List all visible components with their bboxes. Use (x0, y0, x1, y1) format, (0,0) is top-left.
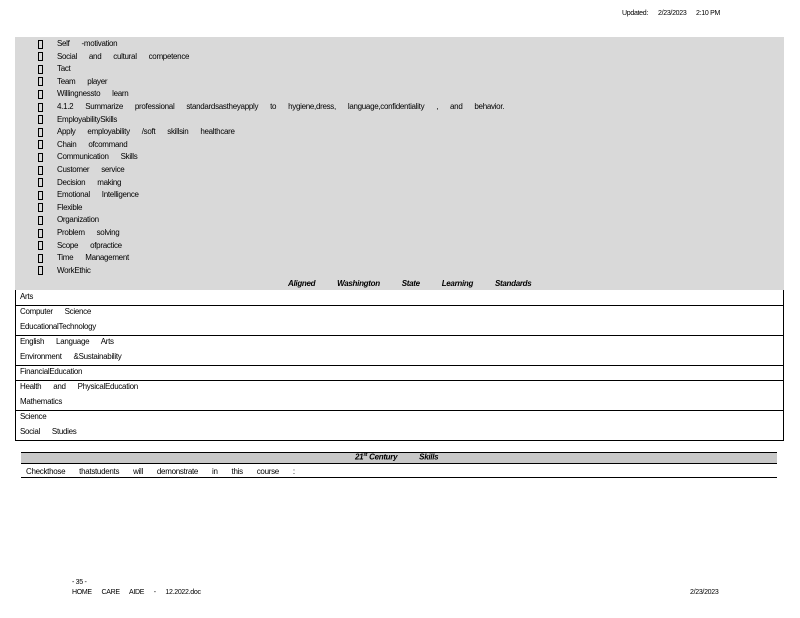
updated-label: Updated: (622, 10, 649, 17)
skill-label: Flexible (57, 202, 83, 212)
checkbox-icon[interactable] (38, 128, 43, 137)
checkbox-icon[interactable] (38, 241, 43, 250)
checkbox-icon[interactable] (38, 140, 43, 149)
footer-doc: HOME CARE AIDE - 12.2022.doc (72, 589, 201, 596)
checkbox-icon[interactable] (38, 203, 43, 212)
skill-item (38, 164, 124, 176)
standard-item: Science (20, 412, 47, 421)
skill-label: Willingnessto learn (57, 89, 129, 99)
standards-row (15, 290, 784, 305)
skill-item (38, 139, 127, 151)
skill-label: Time Management (57, 253, 129, 263)
skill-label: Customer service (57, 165, 125, 174)
checkbox-icon[interactable] (38, 166, 43, 175)
standards-row (15, 305, 784, 335)
checkbox-icon[interactable] (38, 266, 43, 275)
standards-row (15, 380, 784, 410)
skill-label: Organization (57, 215, 99, 225)
standard-item: Arts (20, 292, 34, 301)
skill-item (38, 76, 107, 88)
checkbox-icon[interactable] (38, 254, 43, 263)
checkbox-icon[interactable] (38, 115, 43, 124)
standard-item: Environment &Sustainability (20, 352, 122, 361)
checkbox-icon[interactable] (38, 65, 43, 74)
skill-item (38, 240, 122, 252)
skill-label: Emotional Intelligence (57, 190, 139, 200)
skill-label: WorkEthic (57, 265, 91, 275)
checkbox-icon[interactable] (38, 90, 43, 99)
century-skills-instruction: Checkthose thatstudents will demonstrate in this course : (26, 467, 295, 476)
updated-time: 2:10 PM (696, 10, 720, 17)
skill-item (38, 177, 121, 189)
updated-date: 2/23/2023 (658, 10, 687, 17)
skill-item (38, 88, 128, 100)
century-title-rest: Century Skills (369, 452, 439, 462)
century-skills-line (21, 477, 777, 478)
standards-title: Aligned Washington State Learning Standards (288, 279, 532, 288)
checkbox-icon[interactable] (38, 178, 43, 187)
footer-page: - 35 - (72, 579, 87, 586)
skill-item (38, 227, 119, 239)
skill-item (38, 101, 504, 113)
checkbox-icon[interactable] (38, 153, 43, 162)
checkbox-icon[interactable] (38, 229, 43, 238)
skill-label: Tact (57, 64, 71, 74)
skill-item (38, 214, 99, 226)
skill-item (38, 252, 129, 264)
skill-item (38, 151, 137, 163)
standard-item: EducationalTechnology (20, 322, 96, 331)
checkbox-icon[interactable] (38, 40, 43, 49)
skill-label: Problem solving (57, 228, 120, 237)
skill-item (38, 202, 82, 214)
standard-item: FinancialEducation (20, 367, 83, 376)
checkbox-icon[interactable] (38, 216, 43, 225)
skill-label: Communication Skills (57, 152, 138, 162)
skill-label: Self -motivation (57, 39, 118, 48)
century-title-sup: st (363, 452, 368, 458)
skill-item (38, 126, 235, 138)
skill-label: Decision making (57, 177, 122, 187)
footer-date: 2/23/2023 (690, 589, 719, 596)
century-title-num: 21 (355, 452, 364, 462)
skill-item (38, 51, 189, 63)
standards-row (15, 335, 784, 365)
skill-item (38, 63, 70, 75)
skill-item (38, 265, 91, 277)
skill-label: Chain ofcommand (57, 139, 128, 149)
skills-block (15, 37, 784, 290)
skill-label: Social and cultural competence (57, 51, 190, 61)
checkbox-icon[interactable] (38, 52, 43, 61)
standard-item: Mathematics (20, 397, 63, 406)
standard-item: Health and PhysicalEducation (20, 382, 138, 391)
standard-item: English Language Arts (20, 337, 114, 346)
skill-label: Team player (57, 76, 108, 86)
skill-label: EmployabilitySkills (57, 114, 118, 124)
standards-row (15, 410, 784, 440)
standard-item: Social Studies (20, 427, 77, 436)
century-skills-title (355, 452, 438, 462)
skill-label: 4.1.2 Summarize professional standardsastheyapply to hygiene,dress, language,confidentiality , and behavior. (57, 102, 505, 111)
standard-item: Computer Science (20, 307, 92, 316)
skill-item (38, 189, 139, 201)
checkbox-icon[interactable] (38, 103, 43, 112)
row-divider (15, 440, 784, 441)
skill-item (38, 38, 117, 50)
skill-item (38, 114, 117, 126)
checkbox-icon[interactable] (38, 77, 43, 86)
skill-label: Scope ofpractice (57, 240, 122, 250)
checkbox-icon[interactable] (38, 191, 43, 200)
standards-row (15, 365, 784, 380)
skill-label: Apply employability /soft skillsin healthcare (57, 127, 235, 137)
